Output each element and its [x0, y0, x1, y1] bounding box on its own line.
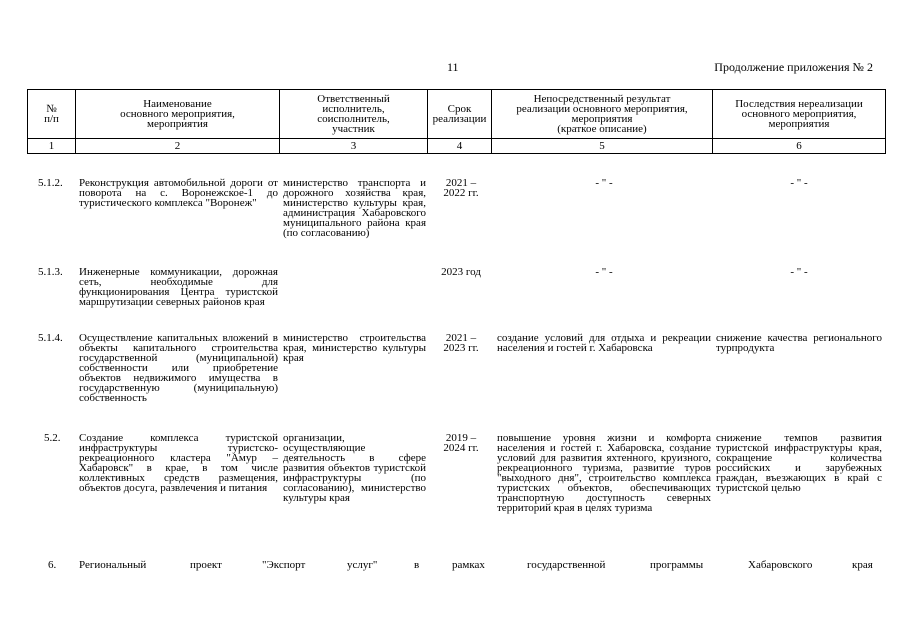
section-word: государственной — [527, 559, 606, 571]
row-name: Осуществление капитальных вложений в объекты капитального строительства государственной (муниципальной) собственности или приобретение объектов недвижимого имущества в государственную (муниципальную) собственность — [79, 332, 278, 404]
row-term: 2021 – 2023 гг. — [443, 332, 479, 354]
row-name: Инженерные коммуникации, дорожная сеть, необходимые для функционирования Центра туристской маршрутизации северных районов края — [79, 266, 278, 308]
col-num-3: 3 — [280, 139, 428, 154]
row-number: 5.2. — [44, 432, 61, 444]
row-result: - " - — [595, 177, 613, 189]
row-consequence: снижение темпов развития туристской инфраструктуры края, сокращение количества российских и зарубежных граждан, въезжающих в край с туристской целью — [716, 432, 882, 494]
row-term: 2019 – 2024 гг. — [443, 432, 479, 454]
row-consequence: - " - — [790, 266, 808, 278]
section-word: в — [414, 559, 420, 571]
row-consequence: снижение качества регионального турпродукта — [716, 332, 882, 354]
section-word: Хабаровского — [748, 559, 813, 571]
row-name: Реконструкция автомобильной дороги от поворота на с. Воронежское-1 до туристического комплекса "Воронеж" — [79, 177, 278, 209]
page-number: 11 — [447, 60, 459, 74]
row-term: 2021 – 2022 гг. — [443, 177, 479, 199]
row-result: создание условий для отдыха и рекреации населения и гостей г. Хабаровска — [497, 332, 711, 354]
row-name: Создание комплекса туристской инфраструктуры туристско-рекреационного кластера "Амур – Хабаровск" в крае, в том числе коллективных средств размещения, объектов досуга, развлечения и питания — [79, 432, 278, 494]
col-title-name: Наименование основного мероприятия, мероприятия — [76, 90, 280, 139]
row-number: 5.1.2. — [38, 177, 63, 189]
row-number: 5.1.3. — [38, 266, 63, 278]
section-word: программы — [650, 559, 704, 571]
section-number: 6. — [48, 559, 57, 571]
col-num-4: 4 — [428, 139, 492, 154]
col-title-result: Непосредственный результат реализации основного мероприятия, мероприятия (краткое описание) — [492, 90, 713, 139]
section-word: края — [852, 559, 873, 571]
section-word: проект — [190, 559, 222, 571]
row-result: - " - — [595, 266, 613, 278]
row-term: 2023 год — [441, 266, 481, 278]
col-title-consequence: Последствия нереализации основного мероприятия, мероприятия — [713, 90, 886, 139]
appendix-label: Продолжение приложения № 2 — [714, 60, 873, 74]
row-responsible: министерство транспорта и дорожного хозяйства края, министерство культуры края, администрация Хабаровского муниципального района края (по согласованию) — [283, 177, 426, 239]
table-header — [27, 89, 886, 154]
row-result: повышение уровня жизни и комфорта населения и гостей г. Хабаровска, создание условий для развития яхтенного, круизного, рекреационного туризма, развитие туров "выходного дня", строительство комплекса туристских объектов, обеспечивающих транспортную доступность северных территорий края в целях туризма — [497, 432, 711, 514]
col-num-6: 6 — [713, 139, 886, 154]
section-word: Региональный — [79, 559, 147, 571]
row-number: 5.1.4. — [38, 332, 63, 344]
col-num-2: 2 — [76, 139, 280, 154]
row-consequence: - " - — [790, 177, 808, 189]
section-word: "Экспорт — [262, 559, 306, 571]
section-word: рамках — [452, 559, 485, 571]
col-title-responsible: Ответственный исполнитель, соисполнитель, участник — [280, 90, 428, 139]
col-title-number: № п/п — [28, 90, 76, 139]
col-num-5: 5 — [492, 139, 713, 154]
col-num-1: 1 — [28, 139, 76, 154]
row-responsible: организации, осуществляющие деятельность в сфере развития объектов туристской инфраструктуры (по согласованию), министерство культуры края — [283, 432, 426, 504]
col-title-term: Срок реализации — [428, 90, 492, 139]
section-word: услуг" — [347, 559, 378, 571]
row-responsible: министерство строительства края, министерство культуры края — [283, 332, 426, 364]
